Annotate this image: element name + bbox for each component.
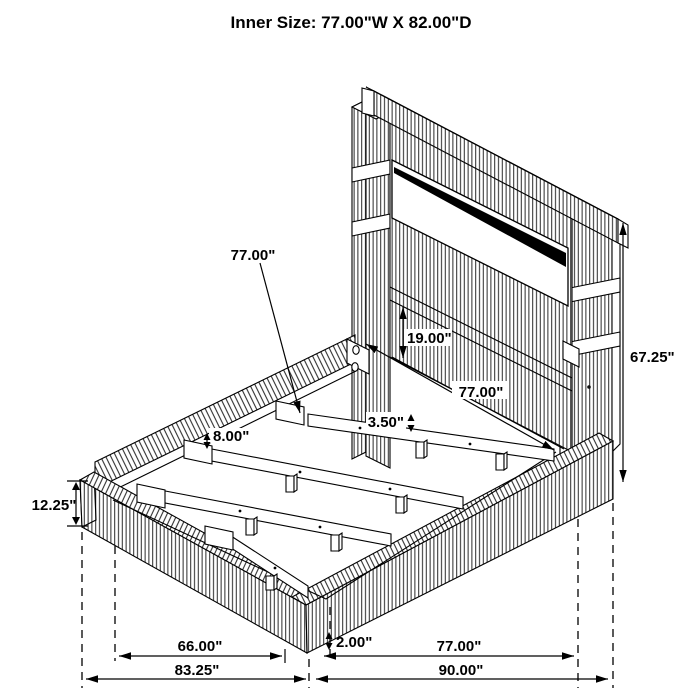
- slat-leg: [286, 476, 294, 492]
- slat-leg-side: [339, 533, 342, 551]
- slat-leg: [416, 442, 424, 458]
- left-side-rail-top-band: [95, 335, 355, 489]
- dim-side-lip-label: 2.00": [336, 634, 373, 651]
- slat-leg: [331, 535, 339, 551]
- tiny-arrow-up: [408, 414, 415, 421]
- dim-slat-thickness-label: 3.50": [367, 414, 404, 431]
- slat-screw: [299, 471, 302, 474]
- slat-leg-side: [294, 474, 297, 492]
- dim-inner-width-label: 66.00": [177, 638, 223, 655]
- dim-outer-width-label: 83.25": [174, 662, 220, 679]
- platform-base: [80, 433, 613, 653]
- slat-leg: [496, 454, 504, 470]
- dim-headboard-lower-panel-label: 19.00": [407, 330, 452, 347]
- slat-screw: [359, 427, 362, 430]
- slat-leg: [266, 576, 274, 590]
- dim-inner-length-label: 77.00": [458, 384, 504, 401]
- headboard-left-post-side-face: [352, 100, 366, 459]
- headboard-top-rail-left-cap: [362, 88, 374, 116]
- tiny-arrow-down: [326, 643, 333, 650]
- platform-right-face: [306, 441, 613, 653]
- dim-slat-length-label: 77.00": [230, 247, 276, 264]
- dim-side-inner-length-label: 77.00": [436, 638, 482, 655]
- dim-platform-height-label: 12.25": [31, 497, 77, 514]
- slat-screw: [389, 488, 392, 491]
- dim-rail-to-slat-label: 8.00": [213, 428, 250, 445]
- slat-leg: [246, 519, 254, 535]
- bracket-hole: [353, 346, 359, 355]
- slat-leg-side: [404, 495, 407, 513]
- slat-leg: [396, 497, 404, 513]
- slat-screw: [239, 510, 242, 513]
- dim-side-outer-length-label: 90.00": [438, 662, 484, 679]
- slat-leg-side: [504, 452, 507, 470]
- bracket-hole: [352, 363, 358, 372]
- dim-headboard-height-label: 67.25": [630, 349, 675, 366]
- slat-screw: [469, 443, 472, 446]
- slat-screw: [274, 567, 277, 570]
- slat-leg-side: [424, 440, 427, 458]
- slat-leg-side: [274, 574, 277, 590]
- diagram-title: Inner Size: 77.00"W X 82.00"D: [230, 13, 472, 32]
- slat-leg-side: [254, 517, 257, 535]
- slat-screw: [319, 526, 322, 529]
- headboard-screw: [587, 385, 591, 389]
